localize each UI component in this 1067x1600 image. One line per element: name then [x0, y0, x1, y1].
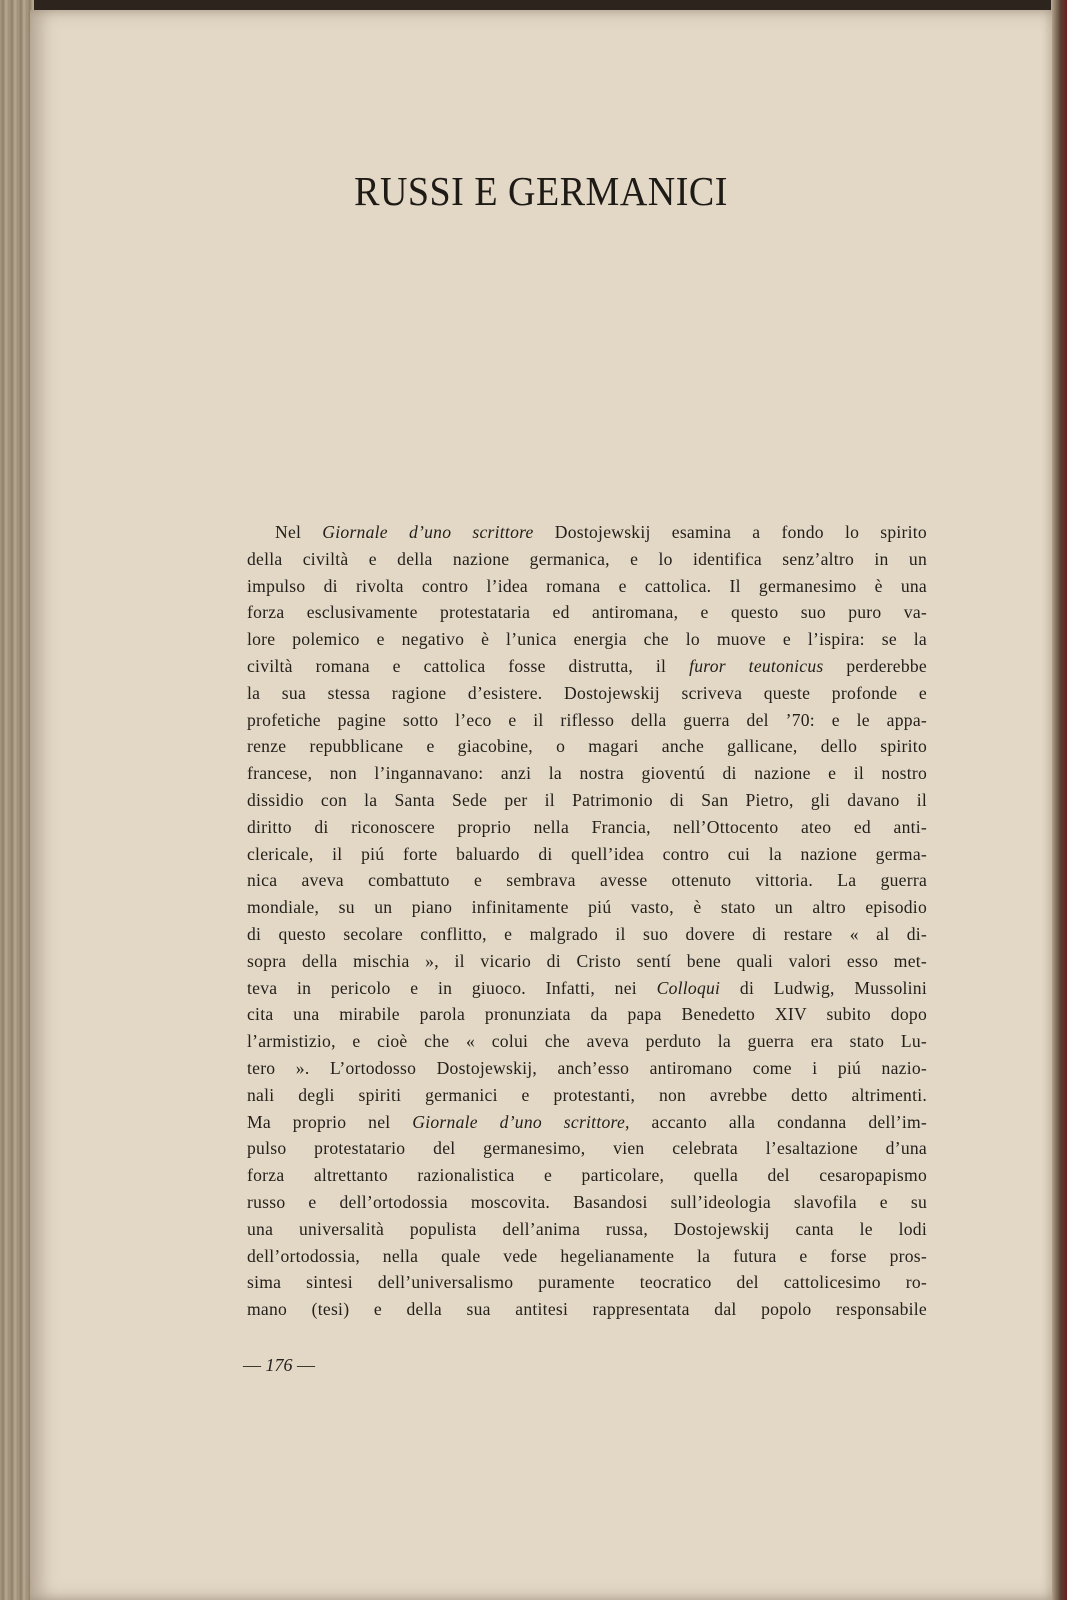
- text-line: [247, 760, 927, 787]
- text-run: russo e dell’ortodossia moscovita. Basandosi sull’ideologia slavofila e su: [247, 1191, 927, 1212]
- folio-dash-left: —: [243, 1355, 266, 1375]
- italic-run: Giornale d’uno scrittore,: [412, 1111, 630, 1132]
- text-run: mano (tesi) e della sua antitesi rappresentata dal popolo responsabile: [247, 1299, 927, 1320]
- text-run: perderebbe: [823, 655, 927, 676]
- text-line: [247, 680, 927, 707]
- book-page: [30, 10, 1052, 1600]
- text-run: francese, non l’ingannavano: anzi la nostra gioventú di nazione e il nostro: [247, 763, 927, 784]
- italic-run: Colloqui: [656, 977, 721, 998]
- text-run: diritto di riconoscere proprio nella Francia, nell’Ottocento ateo ed anti-: [247, 816, 927, 837]
- text-line: [247, 1296, 927, 1323]
- text-line: [247, 1028, 927, 1055]
- book-cover-edge: [1051, 0, 1067, 1600]
- text-line: [247, 653, 927, 680]
- text-run: nica aveva combattuto e sembrava avesse ottenuto vittoria. La guerra: [247, 870, 927, 891]
- text-line: [247, 573, 927, 600]
- page-number: [243, 1355, 315, 1376]
- text-run: pulso protestatario del germanesimo, vien celebrata l’esaltazione d’una: [247, 1138, 927, 1159]
- text-run: di questo secolare conflitto, e malgrado il suo dovere di restare « al di-: [247, 923, 927, 944]
- text-run: dissidio con la Santa Sede per il Patrimonio di San Pietro, gli davano il: [247, 789, 927, 810]
- text-line: [247, 1162, 927, 1189]
- text-line: [247, 1189, 927, 1216]
- text-run: renze repubblicane e giacobine, o magari anche gallicane, dello spirito: [247, 736, 927, 757]
- text-run: Nel: [275, 522, 323, 542]
- text-run: forza altrettanto razionalistica e particolare, quella del cesaropapismo: [247, 1165, 927, 1186]
- text-line: [247, 1135, 927, 1162]
- text-line: [247, 841, 927, 868]
- text-run: teva in pericolo e in giuoco. Infatti, nei: [247, 977, 657, 998]
- text-run: lore polemico e negativo è l’unica energia che lo muove e l’ispira: se la: [247, 629, 927, 650]
- text-line: [247, 787, 927, 814]
- text-run: una universalità populista dell’anima russa, Dostojewskij canta le lodi: [247, 1218, 927, 1239]
- text-run: l’armistizio, e cioè che « colui che aveva perduto la guerra era stato Lu-: [247, 1031, 927, 1052]
- folio-number: 176: [265, 1355, 293, 1375]
- text-run: tero ». L’ortodosso Dostojewskij, anch’esso antiromano come i piú nazio-: [247, 1057, 927, 1078]
- book-binding-edge: [0, 0, 34, 1600]
- text-line: [247, 1001, 927, 1028]
- text-line: [247, 546, 927, 573]
- text-line: [247, 814, 927, 841]
- text-line: [247, 921, 927, 948]
- text-line: [247, 948, 927, 975]
- text-run: Dostojewskij esamina a fondo lo spirito: [533, 522, 927, 542]
- text-line: [247, 867, 927, 894]
- text-line: [247, 707, 927, 734]
- text-line: [247, 733, 927, 760]
- text-run: la sua stessa ragione d’esistere. Dostojewskij scriveva queste profonde e: [247, 682, 927, 703]
- italic-run: furor teutonicus: [689, 655, 824, 676]
- text-line: [247, 599, 927, 626]
- text-line: [247, 1082, 927, 1109]
- text-line: [247, 1109, 927, 1136]
- text-run: impulso di rivolta contro l’idea romana e cattolica. Il germanesimo è una: [247, 575, 927, 596]
- text-line: [247, 1055, 927, 1082]
- text-run: forza esclusivamente protestataria ed antiromana, e questo suo puro va-: [247, 602, 927, 623]
- text-run: cita una mirabile parola pronunziata da papa Benedetto XIV subito dopo: [247, 1004, 927, 1025]
- text-line: [247, 894, 927, 921]
- text-run: sopra della mischia », il vicario di Cristo sentí bene quali valori esso met-: [247, 950, 927, 971]
- text-run: nali degli spiriti germanici e protestanti, non avrebbe detto altrimenti.: [247, 1084, 927, 1105]
- folio-dash-right: —: [292, 1355, 315, 1375]
- text-run: profetiche pagine sotto l’eco e il riflesso della guerra del ’70: e le appa-: [247, 709, 927, 730]
- text-run: di Ludwig, Mussolini: [720, 977, 927, 998]
- text-line: [247, 626, 927, 653]
- text-run: clericale, il piú forte baluardo di quell’idea contro cui la nazione germa-: [247, 843, 927, 864]
- text-run: dell’ortodossia, nella quale vede hegelianamente la futura e forse pros-: [247, 1245, 927, 1266]
- text-line: [247, 519, 927, 546]
- text-line: [247, 1269, 927, 1296]
- text-run: mondiale, su un piano infinitamente piú vasto, è stato un altro episodio: [247, 897, 927, 918]
- text-run: Ma proprio nel: [247, 1111, 413, 1132]
- body-text: [247, 519, 927, 1323]
- text-run: sima sintesi dell’universalismo puramente teocratico del cattolicesimo ro-: [247, 1272, 927, 1293]
- chapter-title: RUSSI E GERMANICI: [354, 169, 728, 215]
- text-run: accanto alla condanna dell’im-: [629, 1111, 927, 1132]
- text-run: civiltà romana e cattolica fosse distrutta, il: [247, 655, 690, 676]
- text-line: [247, 1243, 927, 1270]
- text-run: della civiltà e della nazione germanica, e lo identifica senz’altro in un: [247, 548, 927, 569]
- italic-run: Giornale d’uno scrittore: [322, 522, 534, 542]
- text-line: [247, 975, 927, 1002]
- text-line: [247, 1216, 927, 1243]
